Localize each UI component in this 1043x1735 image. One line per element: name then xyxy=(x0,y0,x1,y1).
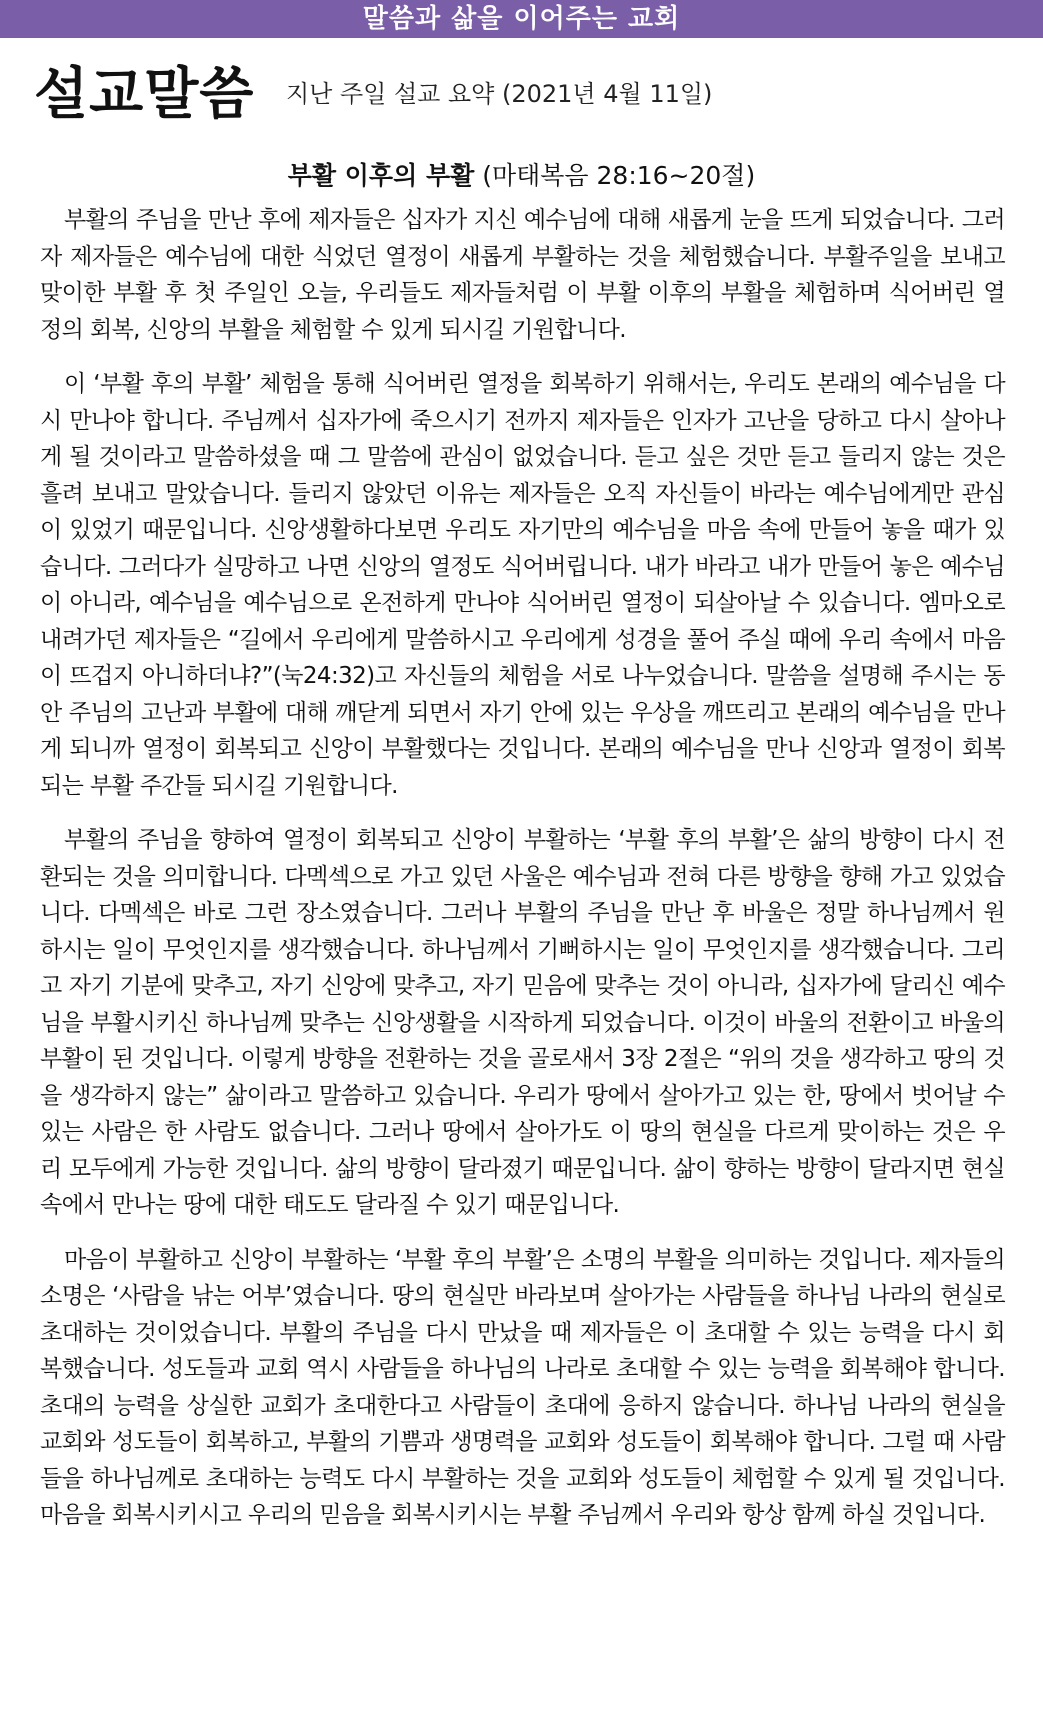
sermon-reference: (마태복음 28:16~20절) xyxy=(482,161,756,190)
sermon-title xyxy=(0,156,1043,192)
sermon-title-text: 부활 이후의 부활 xyxy=(287,161,475,190)
sermon-body xyxy=(40,202,1005,1552)
paragraph-4: 마음이 부활하고 신앙이 부활하는 ‘부활 후의 부활’은 소명의 부활을 의미하는 것입니다. 제자들의 소명은 ‘사람을 낚는 어부’였습니다. 땅의 현실만 바라보며 살아가는 사람들을 하나님 나라의 현실로 초대하는 것이었습니다. 부활의 주님을 다시 만났을 때 제자들은 이 초대할 수 있는 능력을 다시 회복했습니다. 성도들과 교회 역시 사람들을 하나님의 나라로 초대할 수 있는 능력을 회복해야 합니다. 초대의 능력을 상실한 교회가 초대한다고 사람들이 초대에 응하지 않습니다. 하나님 나라의 현실을 교회와 성도들이 회복하고, 부활의 기쁨과 생명력을 교회와 성도들이 회복해야 합니다. 그럴 때 사람들을 하나님께로 초대하는 능력도 다시 부활하는 것을 교회와 성도들이 체험할 수 있게 될 것입니다. 마음을 회복시키시고 우리의 믿음을 회복시키시는 부활 주님께서 우리와 항상 함께 하실 것입니다. xyxy=(40,1246,1005,1528)
paragraph-2: 이 ‘부활 후의 부활’ 체험을 통해 식어버린 열정을 회복하기 위해서는, 우리도 본래의 예수님을 다시 만나야 합니다. 주님께서 십자가에 죽으시기 전까지 제자들은 인자가 고난을 당하고 다시 살아나게 될 것이라고 말씀하셨을 때 그 말씀에 관심이 없었습니다. 듣고 싶은 것만 듣고 들리지 않는 것은 흘려 보내고 말았습니다. 들리지 않았던 이유는 제자들은 오직 자신들이 바라는 예수님에게만 관심이 있었기 때문입니다. 신앙생활하다보면 우리도 자기만의 예수님을 마음 속에 만들어 놓을 때가 있습니다. 그러다가 실망하고 나면 신앙의 열정도 식어버립니다. 내가 바라고 내가 만들어 놓은 예수님이 아니라, 예수님을 예수님으로 온전하게 만나야 식어버린 열정이 되살아날 수 있습니다. 엠마오로 내려가던 제자들은 “길에서 우리에게 말씀하시고 우리에게 성경을 풀어 주실 때에 우리 속에서 마음이 뜨겁지 아니하더냐?”(눅24:32)고 자신들의 체험을 서로 나누었습니다. 말씀을 설명해 주시는 동안 주님의 고난과 부활에 대해 깨닫게 되면서 자기 안에 있는 우상을 깨뜨리고 본래의 예수님을 만나게 되니까 열정이 회복되고 신앙이 부활했다는 것입니다. 본래의 예수님을 만나 신앙과 열정이 회복되는 부활 주간들 되시길 기원합니다. xyxy=(40,371,1005,799)
page-header xyxy=(34,44,1024,127)
paragraph-3: 부활의 주님을 향하여 열정이 회복되고 신앙이 부활하는 ‘부활 후의 부활’은 삶의 방향이 다시 전환되는 것을 의미합니다. 다멕섹으로 가고 있던 사울은 예수님과 전혀 다른 방향을 향해 가고 있었습니다. 다멕섹은 바로 그런 장소였습니다. 그러나 부활의 주님을 만난 후 바울은 정말 하나님께서 원하시는 일이 무엇인지를 생각했습니다. 하나님께서 기뻐하시는 일이 무엇인지를 생각했습니다. 그리고 자기 기분에 맞추고, 자기 신앙에 맞추고, 자기 믿음에 맞추는 것이 아니라, 십자가에 달리신 예수님을 부활시키신 하나님께 맞추는 신앙생활을 시작하게 되었습니다. 이것이 바울의 전환이고 바울의 부활이 된 것입니다. 이렇게 방향을 전환하는 것을 골로새서 3장 2절은 “위의 것을 생각하고 땅의 것을 생각하지 않는” 삶이라고 말씀하고 있습니다. 우리가 땅에서 살아가고 있는 한, 땅에서 벗어날 수 있는 사람은 한 사람도 없습니다. 그러나 땅에서 살아가도 이 땅의 현실을 다르게 맞이하는 것은 우리 모두에게 가능한 것입니다. 삶의 방향이 달라졌기 때문입니다. 삶이 향하는 방향이 달라지면 현실 속에서 만나는 땅에 대한 태도도 달라질 수 있기 때문입니다. xyxy=(40,827,1005,1218)
page-title: 설교말씀 xyxy=(34,61,255,127)
page-subtitle: 지난 주일 설교 요약 (2021년 4월 11일) xyxy=(286,80,713,108)
church-banner: 말씀과 삶을 이어주는 교회 xyxy=(0,0,1043,38)
paragraph-1: 부활의 주님을 만난 후에 제자들은 십자가 지신 예수님에 대해 새롭게 눈을 뜨게 되었습니다. 그러자 제자들은 예수님에 대한 식었던 열정이 새롭게 부활하는 것을 체험했습니다. 부활주일을 보내고 맞이한 부활 후 첫 주일인 오늘, 우리들도 제자들처럼 이 부활 이후의 부활을 체험하며 식어버린 열정의 회복, 신앙의 부활을 체험할 수 있게 되시길 기원합니다. xyxy=(40,207,1005,343)
